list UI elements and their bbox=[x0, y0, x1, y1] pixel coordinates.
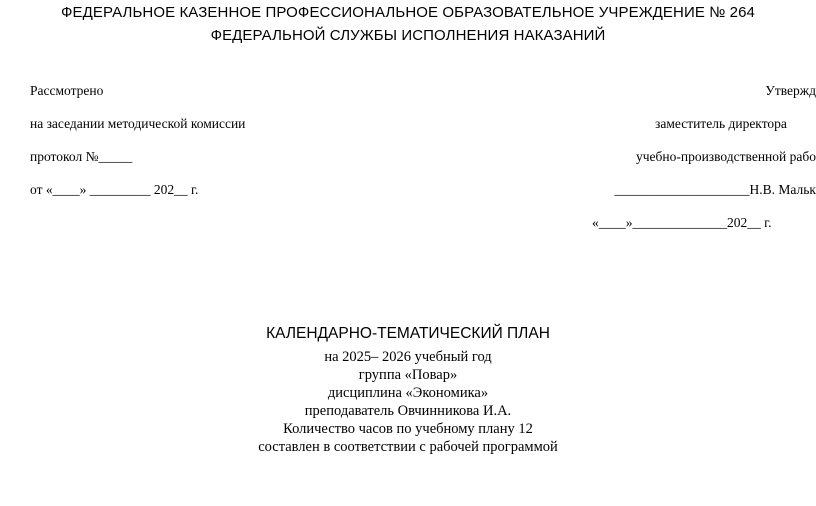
institution-name-line2: ФЕДЕРАЛЬНОЙ СЛУЖБЫ ИСПОЛНЕНИЯ НАКАЗАНИЙ bbox=[210, 27, 606, 44]
director-signature: ____________________Н.В. Мальк bbox=[614, 182, 816, 197]
protocol-number: протокол №_____ bbox=[30, 149, 133, 164]
considered-date: от «____» _________ 202__ г. bbox=[30, 182, 199, 197]
teacher-name: преподаватель Овчинникова И.А. bbox=[304, 403, 512, 419]
discipline-name: дисциплина «Экономика» bbox=[327, 385, 489, 401]
program-compliance: составлен в соответствии с рабочей программой bbox=[258, 439, 558, 455]
academic-year: на 2025– 2026 учебный год bbox=[324, 349, 492, 365]
group-name: группа «Повар» bbox=[358, 367, 458, 383]
deputy-director-title: заместитель директора bbox=[655, 116, 787, 131]
hours-count: Количество часов по учебному плану 12 bbox=[283, 421, 533, 437]
institution-name-line1: ФЕДЕРАЛЬНОЕ КАЗЕННОЕ ПРОФЕССИОНАЛЬНОЕ ОБРАЗОВАТЕЛЬНОЕ УЧРЕЖДЕНИЕ № 264 bbox=[61, 4, 755, 21]
approved-label: Утвержд bbox=[765, 83, 816, 98]
approved-date: «____»______________202__ г. bbox=[592, 215, 772, 230]
commission-meeting: на заседании методической комиссии bbox=[30, 116, 246, 131]
production-work-title: учебно-производственной рабо bbox=[635, 149, 816, 164]
plan-title: КАЛЕНДАРНО-ТЕМАТИЧЕСКИЙ ПЛАН bbox=[266, 325, 550, 342]
considered-label: Рассмотрено bbox=[30, 83, 104, 98]
